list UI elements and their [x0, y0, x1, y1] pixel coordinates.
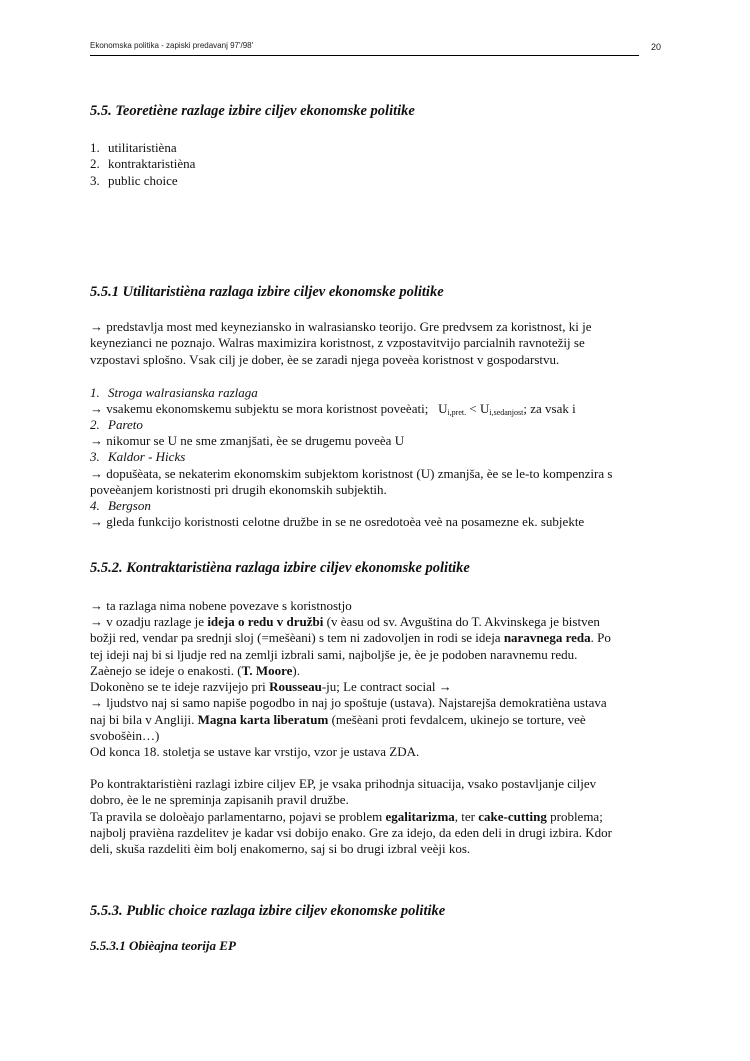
- list-item: [90, 140, 177, 156]
- text-line: → dopušèata, se nekaterim ekonomskim subjektom koristnost (U) zmanjša, èe se le-to kompenzira s: [90, 466, 613, 481]
- bold-text: naravnega reda: [503, 630, 591, 645]
- text-line: [90, 663, 300, 679]
- list-text: Bergson: [108, 498, 151, 513]
- list-item: [90, 173, 178, 189]
- header-rule: [90, 55, 639, 56]
- list-text: Kaldor - Hicks: [108, 449, 186, 464]
- list-number: 2.: [90, 417, 100, 432]
- heading-5-5-3: 5.5.3. Public choice razlaga izbire ciljev ekonomske politike: [90, 903, 446, 919]
- text: , ter: [454, 809, 479, 824]
- text: Ta pravila se doloèajo parlamentarno, pojavi se problem: [90, 809, 386, 824]
- list-number: 3.: [90, 173, 100, 188]
- text-line: svobošèin…): [90, 728, 160, 743]
- text-line: dobro, èe le ne spreminja zapisanih pravil družbe.: [90, 792, 349, 807]
- text: → v ozadju razlage je: [90, 614, 208, 629]
- text: božji red, vendar pa srednji sloj (=mešèani) s tem ni zadovoljen in rodi se ideja: [90, 630, 504, 645]
- list-item: [90, 385, 258, 401]
- text-line: [90, 712, 586, 728]
- text: problema;: [546, 809, 603, 824]
- text: ; za vsak i: [523, 401, 576, 416]
- text-line: → ljudstvo naj si samo napiše pogodbo in naj jo spoštuje (ustava). Najstarejša demokratièna ustava: [90, 695, 607, 710]
- bold-text: egalitarizma: [385, 809, 455, 824]
- list-item: [90, 498, 151, 514]
- text: naj bi bila v Angliji.: [90, 712, 198, 727]
- list-item: [90, 449, 185, 465]
- text-line: keynezianci ne poznajo. Walras maximizira koristnost, z vzpostavitvijo parcialnih ravnotežij se: [90, 335, 585, 350]
- text: . Po: [590, 630, 611, 645]
- list-text: public choice: [108, 173, 178, 188]
- text: -ju; Le contract social →: [321, 679, 452, 694]
- text-line: [90, 614, 600, 630]
- heading-5-5-3-1: 5.5.3.1 Obièajna teorija EP: [90, 938, 236, 953]
- list-number: 1.: [90, 140, 100, 155]
- bold-text: cake-cutting: [478, 809, 547, 824]
- list-text: kontraktaristièna: [108, 156, 196, 171]
- subscript: i,sedanjost: [489, 408, 524, 417]
- text-line: Po kontraktaristièni razlagi izbire ciljev EP, je vsaka prihodnja situacija, vsako postavljanje ciljev: [90, 776, 597, 791]
- text: Zaènejo se ideje o enakosti. (: [90, 663, 242, 678]
- list-number: 3.: [90, 449, 100, 464]
- text-line: → nikomur se U ne sme zmanjšati, èe se drugemu poveèa U: [90, 433, 405, 448]
- list-text: utilitaristièna: [108, 140, 177, 155]
- bold-text: Magna karta liberatum: [197, 712, 329, 727]
- text: ).: [292, 663, 300, 678]
- bold-text: ideja o redu v družbi: [207, 614, 324, 629]
- text-line: → predstavlja most med keyneziansko in walrasiansko teorijo. Gre predvsem za koristnost, ki je: [90, 319, 592, 334]
- heading-5-5-2: 5.5.2. Kontraktaristièna razlaga izbire ciljev ekonomske politike: [90, 560, 470, 576]
- running-header: Ekonomska politika - zapiski predavanj 97'/98': [90, 41, 254, 50]
- list-text: Pareto: [108, 417, 143, 432]
- text-line: → ta razlaga nima nobene povezave s koristnostjo: [90, 598, 352, 613]
- text-line: [90, 630, 611, 646]
- bold-text: T. Moore: [241, 663, 293, 678]
- list-number: 1.: [90, 385, 100, 400]
- heading-5-5-1: 5.5.1 Utilitaristièna razlaga izbire ciljev ekonomske politike: [90, 284, 444, 300]
- heading-5-5: 5.5. Teoretiène razlage izbire ciljev ekonomske politike: [90, 103, 415, 119]
- text: (v èasu od sv. Avguština do T. Akvinskega je bistven: [323, 614, 600, 629]
- text: (mešèani proti fevdalcem, ukinejo se torture, veè: [328, 712, 586, 727]
- text: Dokonèno se te ideje razvijejo pri: [90, 679, 270, 694]
- text-line: najbolj pravièna razdelitev je kadar vsi dobijo enako. Gre za idejo, da eden deli in drugi izbira. Kdor: [90, 825, 612, 840]
- subscript: i,pret.: [447, 408, 467, 417]
- list-item: [90, 417, 143, 433]
- list-text: Stroga walrasianska razlaga: [108, 385, 258, 400]
- text-line: → gleda funkcijo koristnosti celotne družbe in se ne osredotoèa veè na posamezne ek. subjekte: [90, 514, 585, 529]
- text-line: tej ideji naj bi si ljudje red na zemlji izbrali sami, najboljše je, èe je podoben naravnemu redu.: [90, 647, 578, 662]
- formula: U: [479, 401, 490, 416]
- list-number: 2.: [90, 156, 100, 171]
- page-number: 20: [651, 42, 662, 52]
- text-line: [90, 401, 576, 421]
- text-line: poveèanjem koristnosti pri drugih ekonomskih subjektih.: [90, 482, 387, 497]
- formula: <: [466, 401, 480, 416]
- bold-text: Rousseau: [269, 679, 322, 694]
- list-item: [90, 156, 195, 172]
- text-line: vzpostavi splošno. Vsak cilj je dober, èe se zaradi njega poveèa koristnost v gospodarstvu.: [90, 352, 560, 367]
- formula: U: [438, 401, 448, 416]
- text-line: deli, skuša razdeliti èim bolj enakomerno, saj si bo drugi izbral veèji kos.: [90, 841, 471, 856]
- text-line: [90, 679, 452, 695]
- text-line: Od konca 18. stoletja se ustave kar vrstijo, vzor je ustava ZDA.: [90, 744, 420, 759]
- text-line: [90, 809, 603, 825]
- list-number: 4.: [90, 498, 100, 513]
- text: → vsakemu ekonomskemu subjektu se mora koristnost poveèati;: [90, 401, 429, 416]
